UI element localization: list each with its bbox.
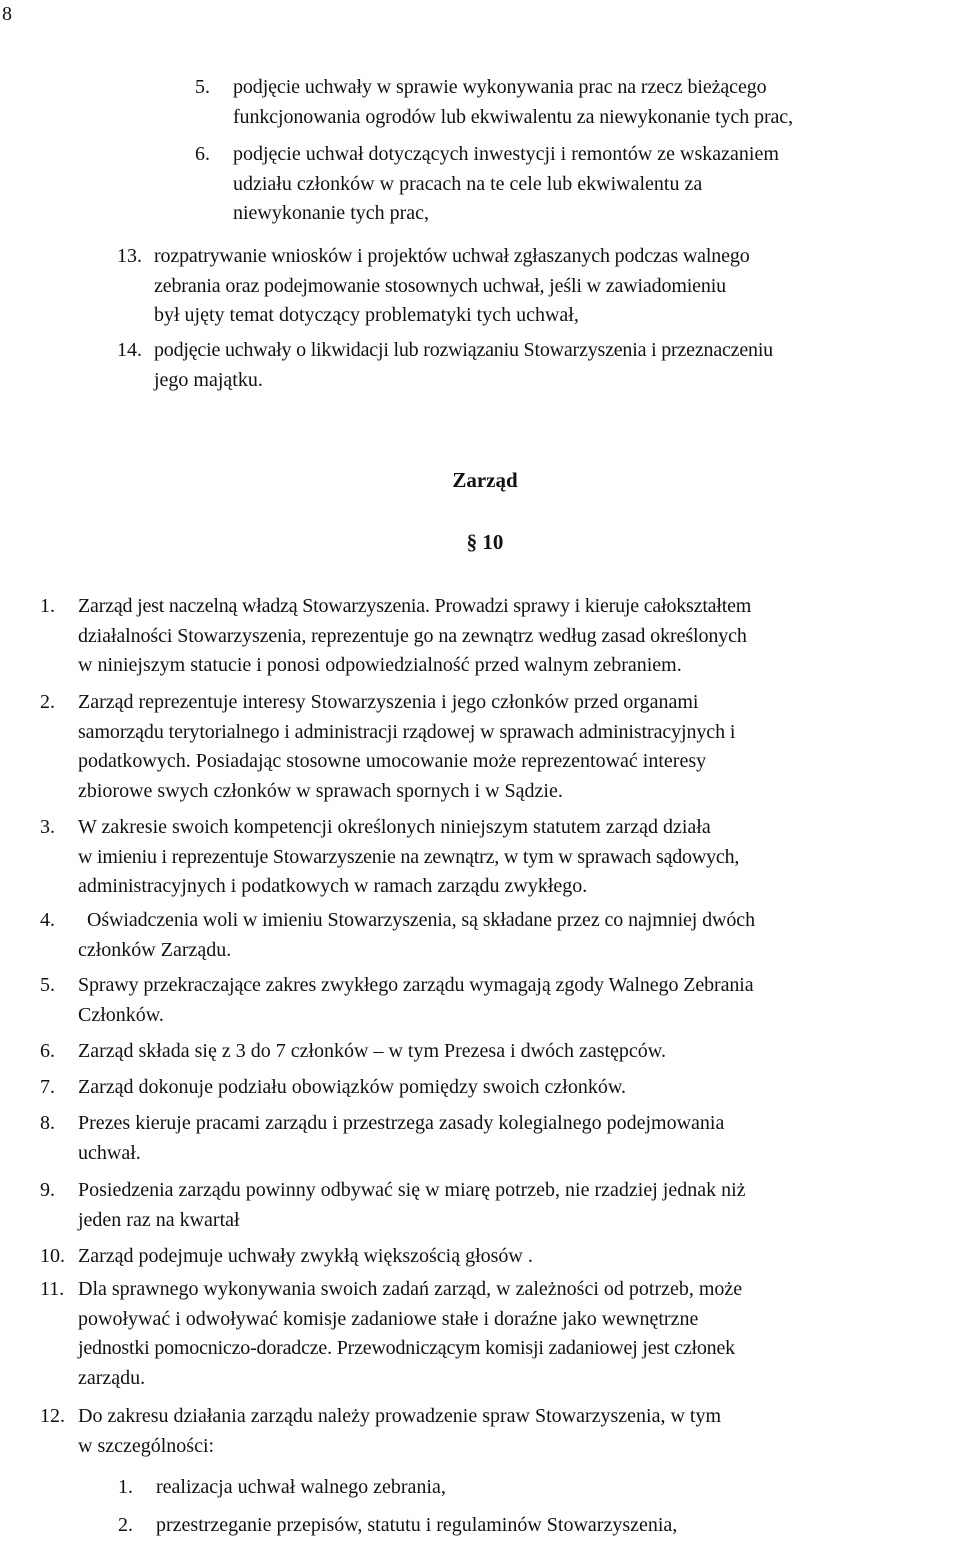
list-item-line: podatkowych. Posiadając stosowne umocowanie może reprezentować interesy [78, 750, 707, 772]
list-item-number: 5. [195, 76, 210, 98]
list-item-line: Członków. [78, 1003, 164, 1026]
list-item-number: 6. [195, 143, 210, 165]
list-item-line: Do zakresu działania zarządu należy prowadzenie spraw Stowarzyszenia, w tym [78, 1405, 722, 1427]
list-item-line: Zarząd podejmuje uchwały zwykłą większością głosów . [78, 1245, 533, 1267]
list-item-line: podjęcie uchwał dotyczących inwestycji i remontów ze wskazaniem [233, 143, 779, 165]
sub-list-item-number: 1. [118, 1476, 133, 1498]
list-item-line: Posiedzenia zarządu powinny odbywać się w miarę potrzeb, nie rzadziej jednak niż [78, 1179, 746, 1201]
list-item-line: funkcjonowania ogrodów lub ekwiwalentu za niewykonanie tych prac, [233, 105, 793, 128]
list-item-line: Dla sprawnego wykonywania swoich zadań zarząd, w zależności od potrzeb, może [78, 1278, 743, 1300]
list-item-line: Prezes kieruje pracami zarządu i przestrzega zasady kolegialnego podejmowania [78, 1112, 725, 1134]
list-item-number: 11. [40, 1278, 65, 1300]
list-item-line: jednostki pomocniczo-doradcze. Przewodniczącym komisji zadaniowej jest członek [78, 1337, 735, 1359]
sub-list-item-line: przestrzeganie przepisów, statutu i regulaminów Stowarzyszenia, [156, 1514, 678, 1536]
list-item-line: zbiorowe swych członków w sprawach spornych i w Sądzie. [78, 779, 563, 802]
list-item-line: w imieniu i reprezentuje Stowarzyszenie na zewnątrz, w tym w sprawach sądowych, [78, 845, 740, 868]
list-item-number: 1. [40, 595, 55, 617]
list-item-line: podjęcie uchwały o likwidacji lub rozwiązaniu Stowarzyszenia i przeznaczeniu [154, 339, 773, 361]
list-item-number: 2. [40, 691, 55, 713]
list-item-number: 14. [117, 339, 142, 361]
list-item-line: zebrania oraz podejmowanie stosownych uchwał, jeśli w zawiadomieniu [154, 274, 726, 297]
list-item-line: działalności Stowarzyszenia, reprezentuje go na zewnątrz według zasad określonych [78, 624, 747, 647]
list-item-line: w szczególności: [78, 1434, 215, 1457]
list-item-number: 8. [40, 1112, 55, 1134]
list-item-number: 5. [40, 974, 55, 996]
page-number: 8 [2, 3, 12, 25]
list-item-line: członków Zarządu. [78, 938, 232, 961]
list-item-line: udziału członków w pracach na te cele lub ekwiwalentu za [233, 172, 703, 195]
list-item-line: jeden raz na kwartał [78, 1208, 240, 1231]
list-item-number: 12. [40, 1405, 65, 1427]
list-item-line: był ujęty temat dotyczący problematyki tych uchwał, [154, 304, 579, 326]
list-item-number: 10. [40, 1245, 65, 1267]
list-item-line: Oświadczenia woli w imieniu Stowarzyszenia, są składane przez co najmniej dwóch [87, 909, 755, 931]
section-title: Zarząd [452, 468, 518, 492]
list-item-line: Zarząd reprezentuje interesy Stowarzyszenia i jego członków przed organami [78, 691, 699, 713]
list-item-line: rozpatrywanie wniosków i projektów uchwał zgłaszanych podczas walnego [154, 245, 750, 267]
list-item-line: W zakresie swoich kompetencji określonych niniejszym statutem zarząd działa [78, 816, 711, 838]
list-item-number: 9. [40, 1179, 55, 1201]
list-item-number: 4. [40, 909, 55, 931]
list-item-line: niewykonanie tych prac, [233, 202, 430, 224]
list-item-line: administracyjnych i podatkowych w ramach zarządu zwykłego. [78, 875, 588, 897]
list-item-line: Zarząd jest naczelną władzą Stowarzyszenia. Prowadzi sprawy i kieruje całokształtem [78, 595, 752, 617]
list-item-line: uchwał. [78, 1141, 141, 1164]
list-item-line: Zarząd dokonuje podziału obowiązków pomiędzy swoich członków. [78, 1076, 626, 1098]
list-item-number: 13. [117, 245, 142, 267]
list-item-line: zarządu. [78, 1366, 146, 1389]
list-item-line: powoływać i odwoływać komisje zadaniowe stałe i doraźne jako wewnętrzne [78, 1307, 699, 1330]
list-item-line: w niniejszym statucie i ponosi odpowiedzialność przed walnym zebraniem. [78, 654, 682, 676]
list-item-line: jego majątku. [154, 368, 263, 391]
paragraph-number: § 10 [466, 530, 504, 554]
list-item-number: 6. [40, 1040, 55, 1062]
list-item-line: podjęcie uchwały w sprawie wykonywania prac na rzecz bieżącego [233, 76, 767, 98]
list-item-line: Sprawy przekraczające zakres zwykłego zarządu wymagają zgody Walnego Zebrania [78, 974, 754, 996]
sub-list-item-number: 2. [118, 1514, 133, 1536]
sub-list-item-line: realizacja uchwał walnego zebrania, [156, 1476, 446, 1498]
list-item-line: Zarząd składa się z 3 do 7 członków – w tym Prezesa i dwóch zastępców. [78, 1040, 666, 1062]
list-item-line: samorządu terytorialnego i administracji rządowej w sprawach administracyjnych i [78, 720, 736, 743]
list-item-number: 7. [40, 1076, 55, 1098]
list-item-number: 3. [40, 816, 55, 838]
